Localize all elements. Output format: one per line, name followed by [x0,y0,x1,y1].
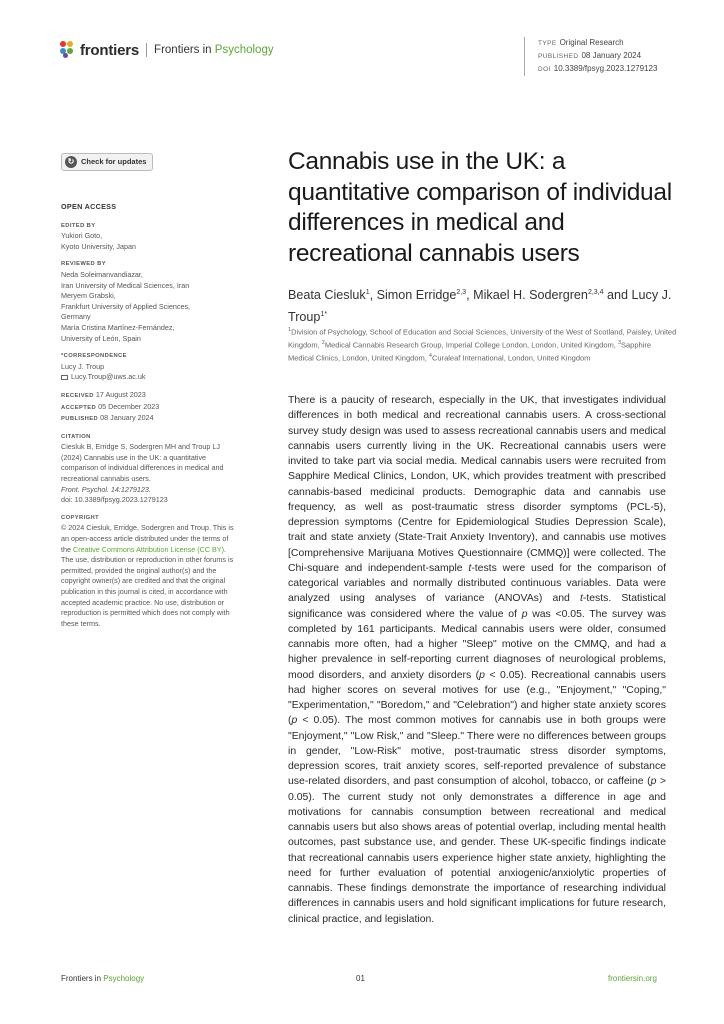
abstract-italic: t [579,593,583,605]
author-name[interactable]: Beata Ciesluk [288,288,366,303]
author-affiliation-marker: 2,3 [456,289,467,296]
check-for-updates-button[interactable]: ↻ Check for updates [61,153,153,171]
abstract-segment: -tests. Statistical significance was considered where the value of [288,593,666,620]
affiliation-marker: 1 [288,327,292,333]
frontiers-logo-icon [60,41,76,59]
reviewer-line: Frankfurt University of Applied Sciences, [61,301,191,311]
article-meta [524,37,657,76]
article-published: PUBLISHED 08 January 2024 [538,51,642,60]
abstract-segment: < 0.05). Recreational cannabis users had higher scores on several motives for use (e.g., "Enjoyment," "Coping," "Experimentation," "Boredom," and "Celebration") and higher state anxiety scores ( [288,669,667,727]
reviewer-line: Meryem Grabski, [61,291,116,301]
citation-text: Ciesluk B, Erridge S, Sodergren MH and Troup LJ (2024) Cannabis use in the UK: a quantitative comparison of individual differences in medical and recreational cannabis users. [61,442,224,484]
affiliation-text: Division of Psychology, School of Education and Social Sciences, University of the West of Scotland, Paisley, United Kingdom, [288,327,677,350]
affiliation-marker: 3 [617,339,621,346]
journal-logo[interactable] [60,41,274,59]
correspondence-email-row[interactable] [61,372,235,383]
affiliation-text: Curaleaf International, London, United Kingdom [431,353,591,363]
edited-by-label: EDITED BY [61,222,96,229]
author-affiliation-marker: 2,3,4 [587,289,604,296]
abstract-italic: p [521,608,528,620]
reviewer-line: University of León, Spain [61,333,141,343]
article-type: TYPE Original Research [538,38,624,47]
abstract-segment: < 0.05). The most common motives for cannabis use in both groups were "Enjoyment," "Low Risk," and "Sleep." There were no differences between groups in gender, "Low-Risk" motive, post-traumatic stress disorder symptoms, depression scores, trait anxiety scores, self-reported prevalence of substance use-related disorders, and past consumption of alcohol, tobacco, or caffeine ( [288,715,666,788]
accepted-date: ACCEPTED 05 December 2023 [61,401,160,411]
author-name[interactable]: Simon Erridge [376,288,457,303]
reviewer-line: María Cristina Martínez-Fernández, [61,322,175,332]
abstract-text [288,393,666,927]
brand-name: frontiers [80,41,140,59]
abstract-segment: There is a paucity of research, especially in the UK, that investigates individual differences in both medical and recreational cannabis users. A cross-sectional survey study design was used to assess recreational cannabis users and medical cannabis users currently living in the UK. Recreational cannabis users were invited to take part via social media. Medical cannabis users were recruited from Sapphire Medical Clinics, London, UK, which provides treatment with prescribed cannabis-based medicinal products. Demographic data and cannabis use frequency, as well as post-traumatic stress disorder symptoms (PCL-5), depression symptoms (Centre for Epidemiological Studies Depression Scale), trait and state anxiety (State-Trait Anxiety Inventory), and cannabis use motives [Comprehensive Marijuana Motives Questionnaire (CMMQ)] were collected. The Chi-square and independent-sample [288,395,666,574]
correspondence-name: Lucy J. Troup [61,361,105,371]
author-separator: , [466,288,474,303]
journal-name: Frontiers in Psychology [154,44,274,56]
footer-site-link[interactable]: frontiersin.org [608,974,657,983]
page-number: 01 [356,974,365,983]
author-list [288,283,678,327]
received-date: RECEIVED 17 August 2023 [61,389,146,399]
editor-affiliation: Kyoto University, Japan [61,241,136,251]
mail-icon [61,375,68,380]
author-separator: , [369,288,377,303]
citation-journal: Front. Psychol. 14:1279123. [61,484,151,494]
correspondence-label: *CORRESPONDENCE [61,353,127,360]
editor-name: Yukiori Goto, [61,231,103,241]
affiliations [288,325,678,363]
footer-journal: Frontiers in Psychology [61,974,145,983]
author-name[interactable]: Lucy J. Troup [288,288,672,325]
affiliation-marker: 2 [321,339,325,346]
article-title: Cannabis use in the UK: a quantitative comparison of individual differences in medical and recreational cannabis users [288,148,672,267]
copyright-label: COPYRIGHT [61,514,100,521]
copyright-text: © 2024 Ciesluk, Erridge, Sodergren and Troup. This is an open-access article distributed under the terms of the Creative Commons Attribution License (CC BY). The use, distribution or reproduction in other forums is permitted, provided the original author(s) and the copyright owner(s) are credited and that the original publication in this journal is cited, in accordance with accepted academic practice. No use, distribution or reproduction is permitted which does not comply with these terms. [61,523,234,628]
author-name[interactable]: Mikael H. Sodergren [473,288,588,303]
reviewer-line: Neda Soleimanvandiazar, [61,269,143,279]
abstract-segment: > 0.05). The current study not only demonstrates a difference in age and motivations for cannabis consumption between recreational and medical cannabis users but also shows areas of potential overlap, including mental health outcomes, past substance use, and gender. These UK-specific findings indicate that recreational cannabis users experience higher state anxiety, highlighting the need for further evaluation of potential anxiogenic/anxiolytic properties of cannabis. These findings demonstrate the importance of researching individual differences in cannabis users and hold significant implications for future research, clinical practice, and legislation. [288,776,666,925]
abstract-italic: t [468,562,472,574]
reviewer-line: Germany [61,312,91,322]
logo-divider [146,43,147,57]
published-date: PUBLISHED 08 January 2024 [61,413,154,423]
correspondence-email[interactable]: Lucy.Troup@uws.ac.uk [71,372,146,382]
abstract-italic: p [291,715,298,727]
affiliation-text: Medical Cannabis Research Group, Imperial College London, London, United Kingdom, [324,340,618,350]
abstract-italic: p [650,776,657,788]
abstract-segment: was <0.05. The survey was completed by 161 participants. Medical cannabis users were older, consumed cannabis more often, had a higher "Sleep" motive on the CMMQ, and had a higher prevalence in self-reporting current diagnoses of neurological problems, mood disorders, and anxiety disorders ( [288,608,666,681]
author-affiliation-marker: 1* [320,311,328,319]
article-dates [61,390,235,425]
refresh-icon: ↻ [65,156,77,168]
affiliation-text: Sapphire Medical Clinics, London, United Kingdom, [288,340,652,363]
reviewer-line: Iran University of Medical Sciences, Iran [61,280,190,290]
citation-label: CITATION [61,433,91,440]
cc-by-license-link[interactable]: Creative Commons Attribution License (CC BY) [73,544,224,554]
author-separator: and [603,288,632,303]
article-sidebar [61,153,235,629]
author-affiliation-marker: 1 [365,289,370,296]
citation-doi[interactable]: doi: 10.3389/fpsyg.2023.1279123 [61,495,168,505]
article-doi: DOI 10.3389/fpsyg.2023.1279123 [538,64,658,73]
affiliation-marker: 4 [428,352,432,359]
abstract-segment: -tests were used for the comparison of categorical variables and normally distributed continuous variables. Data were analyzed using analyses of variance (ANOVAs) and [288,562,666,605]
open-access-label: OPEN ACCESS [61,202,117,211]
abstract-italic: p [479,669,485,681]
reviewed-by-label: REVIEWED BY [61,261,106,268]
